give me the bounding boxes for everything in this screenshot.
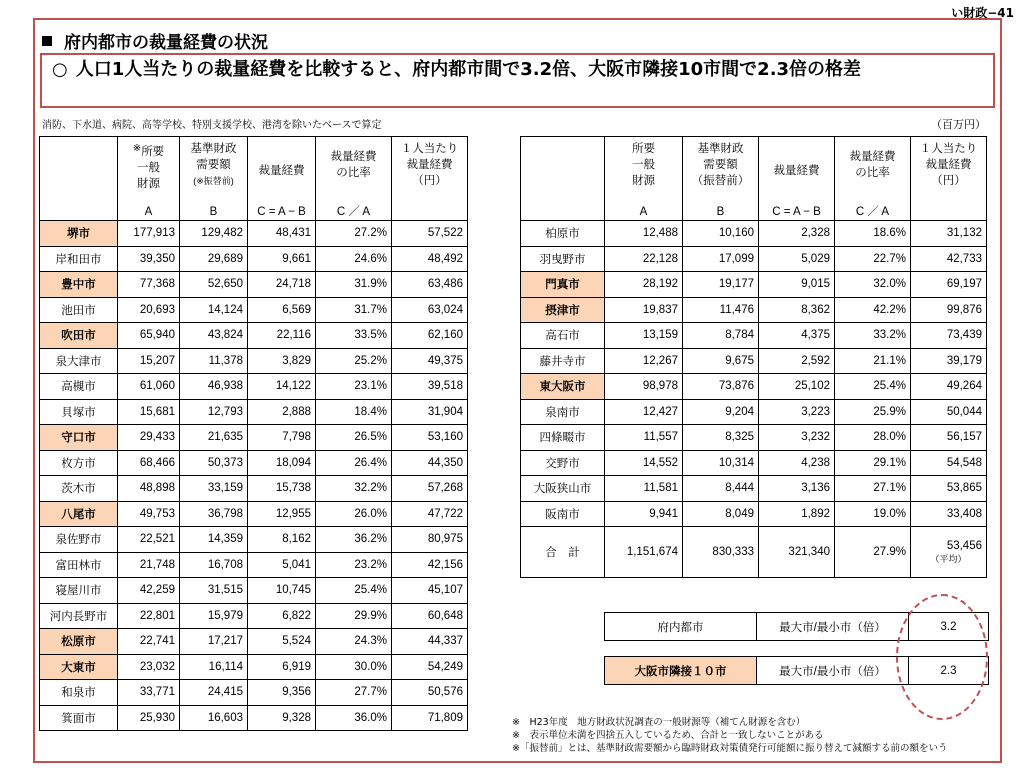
table-row xyxy=(521,246,987,272)
value-d: 23.2% xyxy=(316,552,392,578)
table-row xyxy=(521,374,987,400)
value-e: 42,733 xyxy=(911,246,987,272)
header-col-a: 所要 一般 財源 xyxy=(605,137,683,205)
value-a: 15,207 xyxy=(118,348,180,374)
value-c: 8,162 xyxy=(248,527,316,553)
city-name: 大東市 xyxy=(40,654,118,680)
table-row xyxy=(40,246,468,272)
table-row xyxy=(521,399,987,425)
city-name: 八尾市 xyxy=(40,501,118,527)
value-a: 49,753 xyxy=(118,501,180,527)
value-a: 22,521 xyxy=(118,527,180,553)
value-e: 49,264 xyxy=(911,374,987,400)
headline-box xyxy=(40,53,995,108)
city-name: 羽曳野市 xyxy=(521,246,605,272)
value-e: 69,197 xyxy=(911,272,987,298)
value-c: 9,328 xyxy=(248,705,316,731)
value-c: 4,375 xyxy=(759,323,835,349)
value-b: 50,373 xyxy=(180,450,248,476)
value-d: 25.9% xyxy=(835,399,911,425)
table-row xyxy=(40,425,468,451)
value-e: 50,576 xyxy=(392,680,468,706)
header-sym-a: A xyxy=(605,205,683,221)
table-row xyxy=(521,476,987,502)
value-c: 3,829 xyxy=(248,348,316,374)
value-a: 9,941 xyxy=(605,501,683,527)
value-a: 12,488 xyxy=(605,221,683,247)
header-sym-b: B xyxy=(683,205,759,221)
value-c: 24,718 xyxy=(248,272,316,298)
city-name: 和泉市 xyxy=(40,680,118,706)
city-name: 枚方市 xyxy=(40,450,118,476)
value-b: 8,325 xyxy=(683,425,759,451)
value-c: 6,569 xyxy=(248,297,316,323)
header-empty xyxy=(521,137,605,205)
value-b: 52,650 xyxy=(180,272,248,298)
value-d: 36.2% xyxy=(316,527,392,553)
value-d: 28.0% xyxy=(835,425,911,451)
value-d: 32.2% xyxy=(316,476,392,502)
footnotes xyxy=(512,716,947,755)
value-d: 24.3% xyxy=(316,629,392,655)
city-name: 泉南市 xyxy=(521,399,605,425)
value-b: 129,482 xyxy=(180,221,248,247)
value-c: 14,122 xyxy=(248,374,316,400)
left-city-table xyxy=(39,136,468,731)
table-row xyxy=(40,323,468,349)
value-a: 20,693 xyxy=(118,297,180,323)
value-e: 31,904 xyxy=(392,399,468,425)
value-a: 25,930 xyxy=(118,705,180,731)
page-number: い財政−41 xyxy=(951,6,1014,20)
value-d: 27.1% xyxy=(835,476,911,502)
table-row xyxy=(40,705,468,731)
ratio-label: 最大市/最小市（倍） xyxy=(757,657,909,685)
page-title-text: 府内都市の裁量経費の状況 xyxy=(64,33,268,53)
city-name: 門真市 xyxy=(521,272,605,298)
value-a: 11,557 xyxy=(605,425,683,451)
value-e: 73,439 xyxy=(911,323,987,349)
header-sym-a: A xyxy=(118,205,180,221)
value-c: 6,919 xyxy=(248,654,316,680)
table-row xyxy=(40,399,468,425)
table-row xyxy=(40,450,468,476)
value-e: 33,408 xyxy=(911,501,987,527)
table-row xyxy=(40,476,468,502)
header-sym-d: C ／ A xyxy=(316,205,392,221)
value-a: 22,741 xyxy=(118,629,180,655)
value-c: 12,955 xyxy=(248,501,316,527)
table-row xyxy=(40,297,468,323)
value-e: 60,648 xyxy=(392,603,468,629)
value-b: 31,515 xyxy=(180,578,248,604)
city-name: 富田林市 xyxy=(40,552,118,578)
value-d: 25.4% xyxy=(316,578,392,604)
value-c: 7,798 xyxy=(248,425,316,451)
value-b: 10,160 xyxy=(683,221,759,247)
value-e: 42,156 xyxy=(392,552,468,578)
total-row xyxy=(521,527,987,578)
value-d: 24.6% xyxy=(316,246,392,272)
city-name: 柏原市 xyxy=(521,221,605,247)
value-b: 16,114 xyxy=(180,654,248,680)
city-name: 守口市 xyxy=(40,425,118,451)
value-c: 4,238 xyxy=(759,450,835,476)
page-title xyxy=(42,28,268,53)
header-sym-d: C ／ A xyxy=(835,205,911,221)
value-b: 10,314 xyxy=(683,450,759,476)
value-b: 15,979 xyxy=(180,603,248,629)
value-b: 16,603 xyxy=(180,705,248,731)
headline-marker: ○ xyxy=(52,59,68,80)
value-a: 22,801 xyxy=(118,603,180,629)
value-a: 42,259 xyxy=(118,578,180,604)
value-a: 98,978 xyxy=(605,374,683,400)
value-d: 25.2% xyxy=(316,348,392,374)
value-d: 31.9% xyxy=(316,272,392,298)
value-b: 19,177 xyxy=(683,272,759,298)
value-a: 11,581 xyxy=(605,476,683,502)
table-row xyxy=(521,323,987,349)
header-col-d: 裁量経費 の比率 xyxy=(316,137,392,205)
footnote: ※「振替前」とは、基準財政需要額から臨時財政対策債発行可能額に振り替えて減額する前の額をいう xyxy=(512,743,948,754)
value-a: 23,032 xyxy=(118,654,180,680)
value-b: 9,675 xyxy=(683,348,759,374)
value-c: 5,041 xyxy=(248,552,316,578)
value-d: 18.6% xyxy=(835,221,911,247)
city-name: 河内長野市 xyxy=(40,603,118,629)
header-sym-empty xyxy=(521,205,605,221)
header-col-b: 基準財政 需要額 （振替前） xyxy=(683,137,759,205)
value-c: 5,524 xyxy=(248,629,316,655)
table-row xyxy=(40,221,468,247)
value-d: 27.2% xyxy=(316,221,392,247)
ratio-group: 府内都市 xyxy=(605,613,757,641)
value-b: 9,204 xyxy=(683,399,759,425)
header-empty xyxy=(40,137,118,205)
header-col-c: 裁量経費 xyxy=(759,137,835,205)
table-row xyxy=(521,501,987,527)
value-b: 36,798 xyxy=(180,501,248,527)
city-name: 高石市 xyxy=(521,323,605,349)
value-c: 3,136 xyxy=(759,476,835,502)
value-a: 177,913 xyxy=(118,221,180,247)
value-b: 46,938 xyxy=(180,374,248,400)
value-e: 49,375 xyxy=(392,348,468,374)
city-name: 阪南市 xyxy=(521,501,605,527)
value-c: 2,888 xyxy=(248,399,316,425)
value-e: 39,179 xyxy=(911,348,987,374)
value-c: 2,592 xyxy=(759,348,835,374)
value-b: 29,689 xyxy=(180,246,248,272)
table-row xyxy=(521,272,987,298)
headline-text: 人口1人当たりの裁量経費を比較すると、府内都市間で3.2倍、大阪市隣接10市間で2.3倍の格差 xyxy=(75,59,862,80)
city-name: 泉佐野市 xyxy=(40,527,118,553)
value-d: 18.4% xyxy=(316,399,392,425)
value-e: 53,160 xyxy=(392,425,468,451)
table-row xyxy=(40,527,468,553)
value-a: 68,466 xyxy=(118,450,180,476)
value-b: 16,708 xyxy=(180,552,248,578)
value-b: 11,476 xyxy=(683,297,759,323)
value-e: 31,132 xyxy=(911,221,987,247)
value-b: 73,876 xyxy=(683,374,759,400)
value-d: 33.5% xyxy=(316,323,392,349)
value-a: 21,748 xyxy=(118,552,180,578)
value-e: 62,160 xyxy=(392,323,468,349)
table-row xyxy=(40,348,468,374)
header-col-c: 裁量経費 xyxy=(248,137,316,205)
value-d: 42.2% xyxy=(835,297,911,323)
table-row xyxy=(40,603,468,629)
value-c: 25,102 xyxy=(759,374,835,400)
value-d: 29.9% xyxy=(316,603,392,629)
header-col-e: １人当たり 裁量経費 （円） xyxy=(392,137,468,205)
city-name: 高槻市 xyxy=(40,374,118,400)
city-name: 藤井寺市 xyxy=(521,348,605,374)
value-a: 12,267 xyxy=(605,348,683,374)
value-a: 22,128 xyxy=(605,246,683,272)
footnote: ※ 表示単位未満を四捨五入しているため、合計と一致しないことがある xyxy=(512,730,824,741)
city-name: 東大阪市 xyxy=(521,374,605,400)
value-e: 54,249 xyxy=(392,654,468,680)
value-a: 65,940 xyxy=(118,323,180,349)
city-name: 泉大津市 xyxy=(40,348,118,374)
header-sym-c: C = A − B xyxy=(759,205,835,221)
value-c: 9,661 xyxy=(248,246,316,272)
value-c: 2,328 xyxy=(759,221,835,247)
value-c: 5,029 xyxy=(759,246,835,272)
value-d: 26.5% xyxy=(316,425,392,451)
value-c: 18,094 xyxy=(248,450,316,476)
table-row xyxy=(521,348,987,374)
value-d: 23.1% xyxy=(316,374,392,400)
value-e: 44,350 xyxy=(392,450,468,476)
value-e: 99,876 xyxy=(911,297,987,323)
total-c: 321,340 xyxy=(759,527,835,578)
table-row xyxy=(521,297,987,323)
value-c: 3,223 xyxy=(759,399,835,425)
header-col-a: ※所要 一般 財源 xyxy=(118,137,180,205)
ratio-label: 最大市/最小市（倍） xyxy=(757,613,909,641)
table-row xyxy=(40,578,468,604)
value-b: 33,159 xyxy=(180,476,248,502)
city-name: 大阪狭山市 xyxy=(521,476,605,502)
table-row xyxy=(521,221,987,247)
value-a: 15,681 xyxy=(118,399,180,425)
value-d: 26.0% xyxy=(316,501,392,527)
value-e: 63,486 xyxy=(392,272,468,298)
value-e: 54,548 xyxy=(911,450,987,476)
value-b: 21,635 xyxy=(180,425,248,451)
table-row xyxy=(40,374,468,400)
table-row xyxy=(40,629,468,655)
unit-label: （百万円） xyxy=(931,118,986,131)
value-b: 17,099 xyxy=(683,246,759,272)
city-name: 茨木市 xyxy=(40,476,118,502)
value-e: 71,809 xyxy=(392,705,468,731)
value-b: 24,415 xyxy=(180,680,248,706)
table-row xyxy=(40,552,468,578)
value-e: 47,722 xyxy=(392,501,468,527)
value-e: 57,522 xyxy=(392,221,468,247)
value-c: 1,892 xyxy=(759,501,835,527)
city-name: 堺市 xyxy=(40,221,118,247)
value-a: 33,771 xyxy=(118,680,180,706)
value-e: 45,107 xyxy=(392,578,468,604)
value-a: 29,433 xyxy=(118,425,180,451)
table-row xyxy=(521,425,987,451)
total-e: 53,456 （平均） xyxy=(911,527,987,578)
table-row xyxy=(40,272,468,298)
value-e: 80,975 xyxy=(392,527,468,553)
value-c: 15,738 xyxy=(248,476,316,502)
header-col-e: １人当たり 裁量経費 （円） xyxy=(911,137,987,205)
header-col-d: 裁量経費 の比率 xyxy=(835,137,911,205)
value-b: 8,784 xyxy=(683,323,759,349)
value-c: 48,431 xyxy=(248,221,316,247)
value-a: 77,368 xyxy=(118,272,180,298)
value-b: 8,049 xyxy=(683,501,759,527)
value-d: 31.7% xyxy=(316,297,392,323)
value-d: 27.7% xyxy=(316,680,392,706)
value-d: 32.0% xyxy=(835,272,911,298)
value-d: 30.0% xyxy=(316,654,392,680)
calculation-note: 消防、下水道、病院、高等学校、特別支援学校、港湾を除いたベースで算定 xyxy=(42,120,382,131)
value-a: 61,060 xyxy=(118,374,180,400)
value-e: 39,518 xyxy=(392,374,468,400)
value-c: 22,116 xyxy=(248,323,316,349)
value-e: 44,337 xyxy=(392,629,468,655)
header-col-a-mark: ※ xyxy=(132,143,142,154)
value-b: 8,444 xyxy=(683,476,759,502)
city-name: 箕面市 xyxy=(40,705,118,731)
city-name: 吹田市 xyxy=(40,323,118,349)
ratio-value: 2.3 xyxy=(909,657,989,685)
ratio-value: 3.2 xyxy=(909,613,989,641)
city-name: 摂津市 xyxy=(521,297,605,323)
value-c: 3,232 xyxy=(759,425,835,451)
value-d: 26.4% xyxy=(316,450,392,476)
value-b: 43,824 xyxy=(180,323,248,349)
value-e: 48,492 xyxy=(392,246,468,272)
header-sym-c: C = A − B xyxy=(248,205,316,221)
city-name: 松原市 xyxy=(40,629,118,655)
city-name: 交野市 xyxy=(521,450,605,476)
value-a: 48,898 xyxy=(118,476,180,502)
footnote: ※ H23年度 地方財政状況調査の一般財源等（補てん財源を含む） xyxy=(512,717,806,728)
value-b: 14,124 xyxy=(180,297,248,323)
value-c: 9,015 xyxy=(759,272,835,298)
value-d: 36.0% xyxy=(316,705,392,731)
value-b: 12,793 xyxy=(180,399,248,425)
table-row xyxy=(521,450,987,476)
total-label: 合 計 xyxy=(521,527,605,578)
table-row xyxy=(40,501,468,527)
value-e: 53,865 xyxy=(911,476,987,502)
header-sym-empty xyxy=(40,205,118,221)
value-e: 56,157 xyxy=(911,425,987,451)
total-a: 1,151,674 xyxy=(605,527,683,578)
table-row xyxy=(40,654,468,680)
city-name: 貝塚市 xyxy=(40,399,118,425)
total-d: 27.9% xyxy=(835,527,911,578)
ratio-group: 大阪市隣接１０市 xyxy=(605,657,757,685)
total-b: 830,333 xyxy=(683,527,759,578)
header-sym-e xyxy=(911,205,987,221)
value-c: 9,356 xyxy=(248,680,316,706)
right-city-table xyxy=(520,136,987,578)
value-d: 33.2% xyxy=(835,323,911,349)
value-a: 28,192 xyxy=(605,272,683,298)
value-d: 22.7% xyxy=(835,246,911,272)
value-e: 57,268 xyxy=(392,476,468,502)
city-name: 四條畷市 xyxy=(521,425,605,451)
value-a: 39,350 xyxy=(118,246,180,272)
table-row xyxy=(40,680,468,706)
value-b: 11,378 xyxy=(180,348,248,374)
header-sym-e xyxy=(392,205,468,221)
bullet-square-icon xyxy=(42,36,52,46)
city-name: 池田市 xyxy=(40,297,118,323)
header-col-b: 基準財政 需要額 (※振替前) xyxy=(180,137,248,205)
value-a: 12,427 xyxy=(605,399,683,425)
header-sym-b: B xyxy=(180,205,248,221)
value-c: 6,822 xyxy=(248,603,316,629)
city-name: 豊中市 xyxy=(40,272,118,298)
city-name: 岸和田市 xyxy=(40,246,118,272)
value-a: 14,552 xyxy=(605,450,683,476)
value-d: 29.1% xyxy=(835,450,911,476)
highlight-dashed-oval xyxy=(896,594,988,720)
city-name: 寝屋川市 xyxy=(40,578,118,604)
value-c: 10,745 xyxy=(248,578,316,604)
value-c: 8,362 xyxy=(759,297,835,323)
value-b: 17,217 xyxy=(180,629,248,655)
value-a: 19,837 xyxy=(605,297,683,323)
value-a: 13,159 xyxy=(605,323,683,349)
value-d: 21.1% xyxy=(835,348,911,374)
value-d: 19.0% xyxy=(835,501,911,527)
value-d: 25.4% xyxy=(835,374,911,400)
value-e: 63,024 xyxy=(392,297,468,323)
value-e: 50,044 xyxy=(911,399,987,425)
value-b: 14,359 xyxy=(180,527,248,553)
